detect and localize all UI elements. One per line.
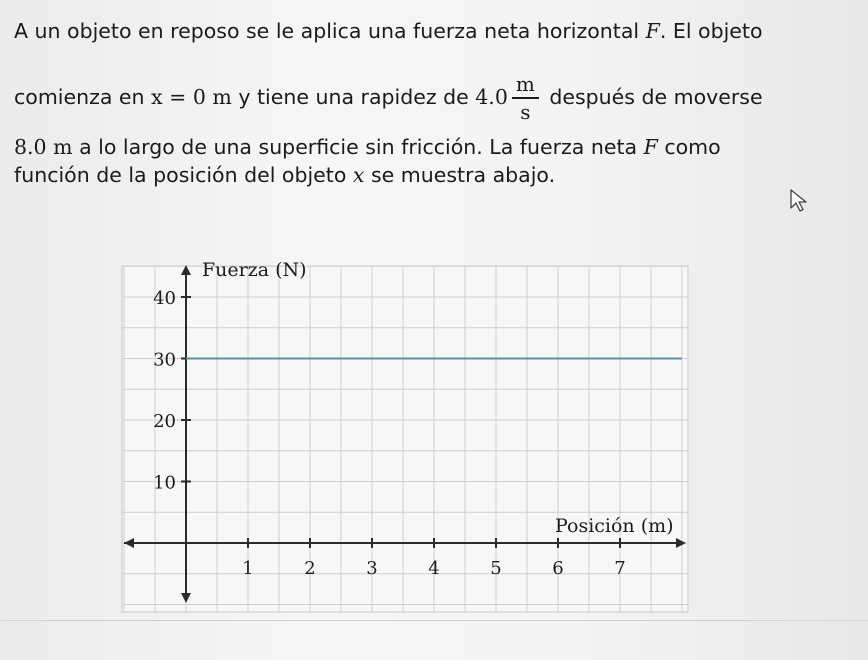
line4-text-1: función de la posición del objeto	[14, 163, 353, 187]
plot-background	[122, 266, 688, 612]
line3-text-1: a lo largo de una superficie sin fricción. La fuerza neta	[72, 135, 644, 159]
x-tick-label: 4	[428, 558, 440, 579]
y-tick-label: 40	[153, 288, 176, 309]
line4-text-2: se muestra abajo.	[364, 163, 556, 187]
unit-numerator: m	[512, 74, 539, 99]
y-tick-label: 20	[153, 411, 176, 432]
line1-tail: . El objeto	[659, 19, 763, 43]
distance-value: 8.0 m	[14, 135, 73, 159]
line2-text-3: después de moverse	[542, 85, 763, 109]
x-tick-label: 1	[242, 558, 254, 579]
unit-denominator: s	[520, 100, 531, 124]
x-tick-label: 7	[614, 558, 626, 579]
y-tick-label: 10	[153, 472, 176, 494]
x-axis-label: Posición (m)	[555, 515, 674, 537]
x-tick-label: 3	[366, 558, 378, 579]
var-F-2: F	[643, 135, 658, 159]
x-tick-label: 5	[490, 558, 502, 579]
line2-text-1: comienza en	[14, 85, 152, 109]
y-tick-label: 30	[153, 349, 176, 371]
mouse-pointer-icon	[788, 188, 810, 214]
x-tick-label: 2	[304, 558, 316, 579]
page-divider	[0, 620, 868, 621]
line2-text-2: y tiene una rapidez de	[231, 85, 476, 109]
y-axis-label: Fuerza (N)	[202, 259, 307, 281]
var-F: F	[645, 19, 660, 43]
var-x: x	[352, 163, 365, 187]
math-x-equals-zero: x = 0 m	[151, 85, 232, 109]
line3-text-2: como	[657, 135, 721, 159]
x-tick-label: 6	[552, 558, 564, 579]
speed-value: 4.0	[475, 85, 508, 109]
line1-text: A un objeto en reposo se le aplica una fuerza neta horizontal	[14, 19, 646, 43]
